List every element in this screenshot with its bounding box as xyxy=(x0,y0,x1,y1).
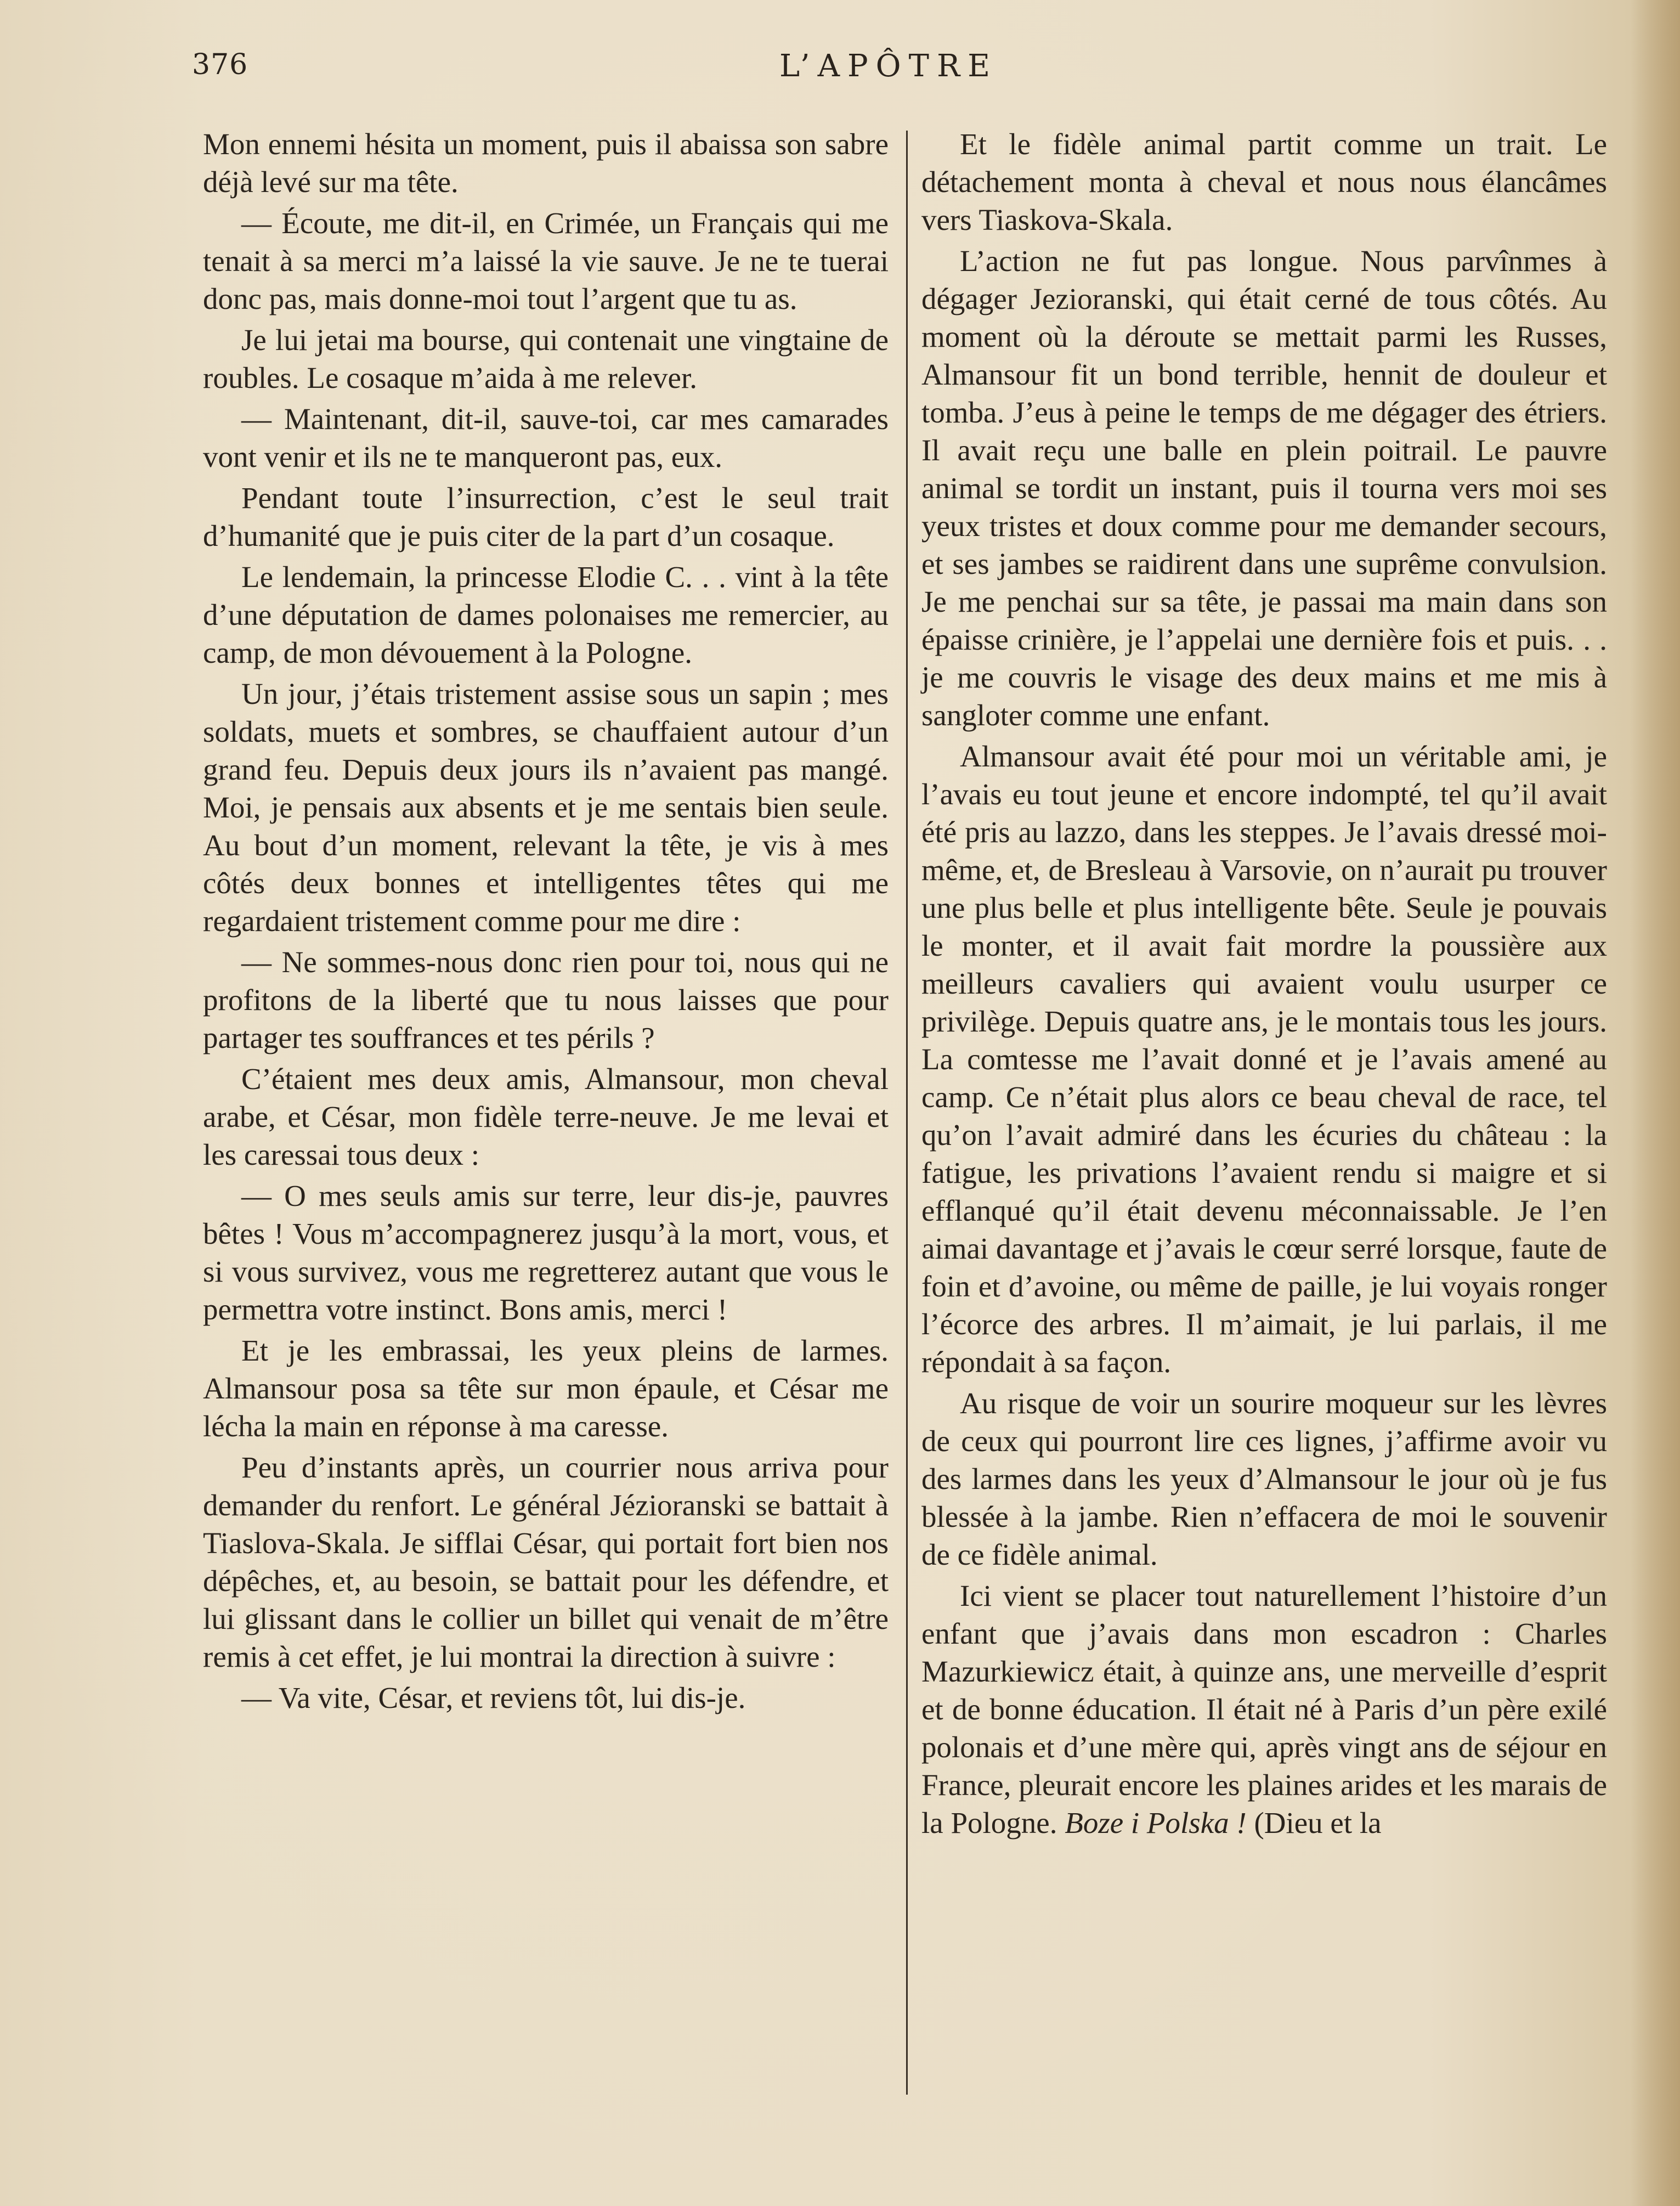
paragraph: — O mes seuls amis sur terre, leur dis-je, pauvres bêtes ! Vous m’accompagnerez jusqu’à la mort, vous, et si vous survivez, vous me regretterez autant que vous le permettra votre instinct. Bons amis, merci ! xyxy=(203,1179,889,1326)
left-column xyxy=(203,125,889,1720)
paragraph: Peu d’instants après, un courrier nous arriva pour demander du renfort. Le général Jézioranski se battait à Tiaslova-Skala. Je sifflai César, qui portait fort bien nos dépêches, et, au besoin, se battait pour les défendre, et lui glissant dans le collier un billet qui venait de m’être remis à cet effet, je lui montrai la direction à suivre : xyxy=(203,1451,889,1673)
paragraph: Et le fidèle animal partit comme un trait. Le détachement monta à cheval et nous nous élancâmes vers Tiaskova-Skala. xyxy=(921,127,1607,236)
page-number: 376 xyxy=(192,48,248,81)
right-column xyxy=(921,125,1607,1845)
paragraph: — Écoute, me dit-il, en Crimée, un Français qui me tenait à sa merci m’a laissé la vie sauve. Je ne te tuerai donc pas, mais donne-moi tout l’argent que tu as. xyxy=(203,206,889,315)
paragraph: — Ne sommes-nous donc rien pour toi, nous qui ne profitons de la liberté que tu nous laisses que pour partager tes souffrances et tes périls ? xyxy=(203,945,889,1054)
paragraph: Almansour avait été pour moi un véritable ami, je l’avais eu tout jeune et encore indompté, tel qu’il avait été pris au lazzo, dans les steppes. Je l’avais dressé moi-même, et, de Bresleau à Varsovie, on n’aurait pu trouver une plus belle et plus intelligente bête. Seule je pouvais le monter, et il avait fait mordre la poussière aux meilleurs cavaliers qui avaient voulu usurper ce privilège. Depuis quatre ans, je le montais tous les jours. La comtesse me l’avait donné et je l’avais amené au camp. Ce n’était plus alors ce beau cheval de race, tel qu’on l’avait admiré dans les écuries du château : la fatigue, les privations l’avaient rendu si maigre et si efflanqué qu’il était devenu méconnaissable. Je l’en aimai davantage et j’avais le cœur serré lorsque, faute de foin et d’avoine, ou même de paille, je lui voyais ronger l’écorce des arbres. Il m’aimait, je lui parlais, il me répondait à sa façon. xyxy=(921,740,1607,1379)
paragraph: Et je les embrassai, les yeux pleins de larmes. Almansour posa sa tête sur mon épaule, et César me lécha la main en réponse à ma caresse. xyxy=(203,1334,889,1443)
paragraph: Le lendemain, la princesse Elodie C. . . vint à la tête d’une députation de dames polonaises me remercier, au camp, de mon dévouement à la Pologne. xyxy=(203,560,889,669)
paragraph: L’action ne fut pas longue. Nous parvînmes à dégager Jezioranski, qui était cerné de tous côtés. Au moment où la déroute se mettait parmi les Russes, Almansour fit un bond terrible, hennit de douleur et tomba. J’eus à peine le temps de me dégager des étriers. Il avait reçu une balle en plein poitrail. Le pauvre animal se tordit un instant, puis il tourna vers moi ses yeux tristes et doux comme pour me demander secours, et ses jambes se raidirent dans une suprême convulsion. Je me penchai sur sa tête, je passai ma main dans son épaisse crinière, je l’appelai une dernière fois et puis. . . je me couvris le visage des deux mains et me mis à sangloter comme une enfant. xyxy=(921,244,1607,732)
paragraph-tail: (Dieu et la xyxy=(1246,1806,1382,1840)
column-divider xyxy=(906,131,908,2095)
running-title: L’APÔTRE xyxy=(779,48,998,84)
paragraph: Au risque de voir un sourire moqueur sur les lèvres de ceux qui pourront lire ces lignes, j’affirme avoir vu des larmes dans les yeux d’Almansour le jour où je fus blessée à la jambe. Rien n’effacera de moi le souvenir de ce fidèle animal. xyxy=(921,1386,1607,1571)
paragraph-text: Ici vient se placer tout naturellement l’histoire d’un enfant que j’avais dans mon escadron : Charles Mazurkiewicz était, à quinze ans, une merveille d’esprit et de bonne éducation. Il était né à Paris d’un père exilé polonais et d’une mère qui, après vingt ans de séjour en France, pleurait encore les plaines arides et les marais de la Pologne. xyxy=(921,1579,1607,1840)
paragraph: — Va vite, César, et reviens tôt, lui dis-je. xyxy=(241,1681,746,1714)
paragraph: — Maintenant, dit-il, sauve-toi, car mes camarades vont venir et ils ne te manqueront pas, eux. xyxy=(203,402,889,473)
paragraph: C’étaient mes deux amis, Almansour, mon cheval arabe, et César, mon fidèle terre-neuve. Je me levai et les caressai tous deux : xyxy=(203,1062,889,1171)
page-header xyxy=(192,48,1585,98)
italic-phrase: Boze i Polska ! xyxy=(1065,1806,1247,1840)
paragraph: Pendant toute l’insurrection, c’est le seul trait d’humanité que je puis citer de la part d’un cosaque. xyxy=(203,481,889,552)
paragraph: Mon ennemi hésita un moment, puis il abaissa son sabre déjà levé sur ma tête. xyxy=(203,127,889,199)
paragraph: Un jour, j’étais tristement assise sous un sapin ; mes soldats, muets et sombres, se chauffaient autour d’un grand feu. Depuis deux jours ils n’avaient pas mangé. Moi, je pensais aux absents et je me sentais bien seule. Au bout d’un moment, relevant la tête, je vis à mes côtés deux bonnes et intelligentes têtes qui me regardaient tristement comme pour me dire : xyxy=(203,677,889,938)
paragraph xyxy=(921,1577,1607,1842)
paragraph: Je lui jetai ma bourse, qui contenait une vingtaine de roubles. Le cosaque m’aida à me relever. xyxy=(203,323,889,394)
page-edge-shadow xyxy=(1631,0,1680,2206)
